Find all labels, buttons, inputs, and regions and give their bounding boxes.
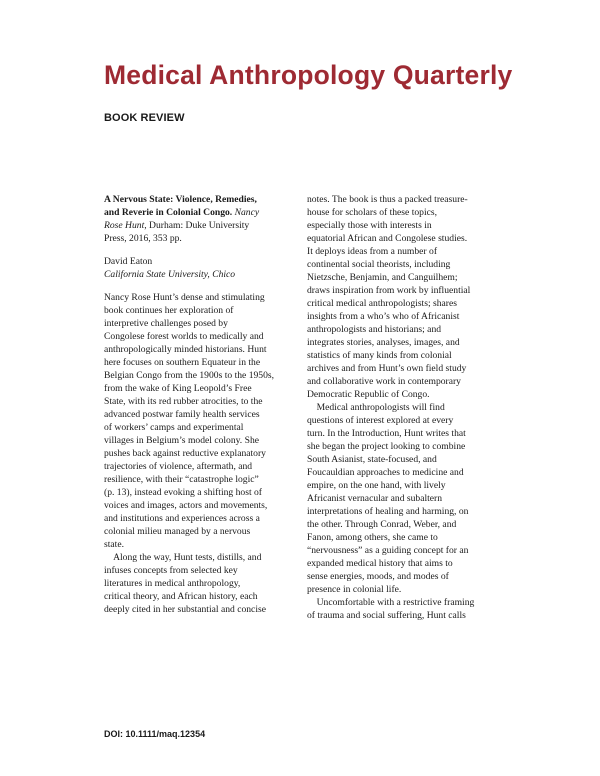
text-line: South Asianist, state-focused, and (307, 454, 437, 465)
doi-label: DOI: 10.1111/maq.12354 (104, 729, 206, 739)
text-line: here focuses on southern Equateur in the (104, 357, 261, 368)
text-line: sense energies, moods, and modes of (307, 571, 449, 582)
text-line: and institutions and experiences across a (104, 513, 260, 524)
text-line: Nietzsche, Benjamin, and Canguilhem; (307, 272, 458, 283)
text-line: presence in colonial life. (307, 584, 402, 595)
text-line: trajectories of violence, aftermath, and (104, 461, 253, 472)
text-line: turn. In the Introduction, Hunt writes that (307, 428, 466, 439)
text-line: Along the way, Hunt tests, distills, and (104, 552, 262, 563)
left-paragraph-1 (104, 291, 294, 551)
text-line: It deploys ideas from a number of (307, 246, 438, 257)
text-line: (p. 13), instead evoking a shifting host of (104, 487, 263, 498)
text-line: book continues her exploration of (104, 305, 234, 316)
text-line: Fanon, among others, she came to (307, 532, 438, 543)
text-line: integrates stories, analyses, images, and (307, 337, 460, 348)
text-line: Uncomfortable with a restrictive framing (307, 597, 475, 608)
citation-author-first: Nancy (232, 207, 260, 218)
text-line: critical theory, and African history, each (104, 591, 258, 602)
journal-title: Medical Anthropology Quarterly (104, 60, 513, 90)
text-line: Congolese forest worlds to medically and (104, 331, 264, 342)
section-label: BOOK REVIEW (104, 112, 185, 124)
text-line: insights from a who’s who of Africanist (307, 311, 460, 322)
text-line: she began the project looking to combine (307, 441, 466, 452)
reviewer-name: David Eaton (104, 256, 153, 267)
text-line: resilience, with their “catastrophe logic” (104, 474, 259, 485)
right-column-text (307, 193, 497, 622)
text-line: statistics of many kinds from colonial (307, 350, 452, 361)
citation-title-line-2 (104, 206, 294, 219)
left-paragraph-2 (104, 551, 294, 616)
text-line: of workers’ camps and experimental (104, 422, 244, 433)
text-line: Nancy Rose Hunt’s dense and stimulating (104, 292, 265, 303)
citation-press-line: Press, 2016, 353 pp. (104, 233, 182, 244)
text-line: Medical anthropologists will find (307, 402, 445, 413)
text-line: of trauma and social suffering, Hunt calls (307, 610, 466, 621)
text-line: villages in Belgium’s model colony. She (104, 435, 259, 446)
text-line: continental social theorists, including (307, 259, 451, 270)
text-line: anthropologists and historians; and (307, 324, 442, 335)
citation-publisher: , Durham: Duke University (144, 220, 250, 231)
text-line: the other. Through Conrad, Weber, and (307, 519, 457, 530)
text-line: Belgian Congo from the 1900s to the 1950s, (104, 370, 275, 381)
citation-publisher-line (104, 219, 294, 232)
text-line: Democratic Republic of Congo. (307, 389, 430, 400)
citation-title-end: and Reverie in Colonial Congo. (104, 207, 233, 218)
text-line: “nervousness” as a guiding concept for an (307, 545, 469, 556)
text-line: critical medical anthropologists; shares (307, 298, 457, 309)
text-line: especially those with interests in (307, 220, 432, 231)
reviewer-affiliation: California State University, Chico (104, 269, 236, 280)
text-line: state. (104, 539, 124, 550)
text-line: house for scholars of these topics, (307, 207, 438, 218)
text-line: colonial milieu managed by a nervous (104, 526, 251, 537)
text-line: Foucauldian approaches to medicine and (307, 467, 464, 478)
text-line: draws inspiration from work by influential (307, 285, 471, 296)
text-line: deeply cited in her substantial and concise (104, 604, 266, 615)
text-line: empire, on the one hand, with lively (307, 480, 446, 491)
text-line: and collaborative work in contemporary (307, 376, 461, 387)
text-line: expanded medical history that aims to (307, 558, 453, 569)
right-column (307, 193, 497, 622)
text-line: Africanist vernacular and subaltern (307, 493, 443, 504)
text-line: infuses concepts from selected key (104, 565, 238, 576)
text-line: advanced postwar family health services (104, 409, 260, 420)
text-line: pushes back against reductive explanatory (104, 448, 266, 459)
text-line: literatures in medical anthropology, (104, 578, 241, 589)
text-line: from the wake of King Leopold’s Free (104, 383, 252, 394)
text-line: archives and from Hunt’s own field study (307, 363, 467, 374)
text-line: interpretive challenges posed by (104, 318, 228, 329)
left-column (104, 193, 294, 616)
text-line: equatorial African and Congolese studies. (307, 233, 468, 244)
text-line: interpretations of healing and harming, on (307, 506, 469, 517)
text-line: notes. The book is thus a packed treasure- (307, 194, 468, 205)
text-line: voices and images, actors and movements, (104, 500, 268, 511)
text-line: State, with its red rubber atrocities, to the (104, 396, 263, 407)
citation-title-line-1: A Nervous State: Violence, Remedies, (104, 194, 257, 205)
text-line: questions of interest explored at every (307, 415, 454, 426)
citation-author-last: Rose Hunt (104, 220, 145, 231)
text-line: anthropologically minded historians. Hunt (104, 344, 267, 355)
